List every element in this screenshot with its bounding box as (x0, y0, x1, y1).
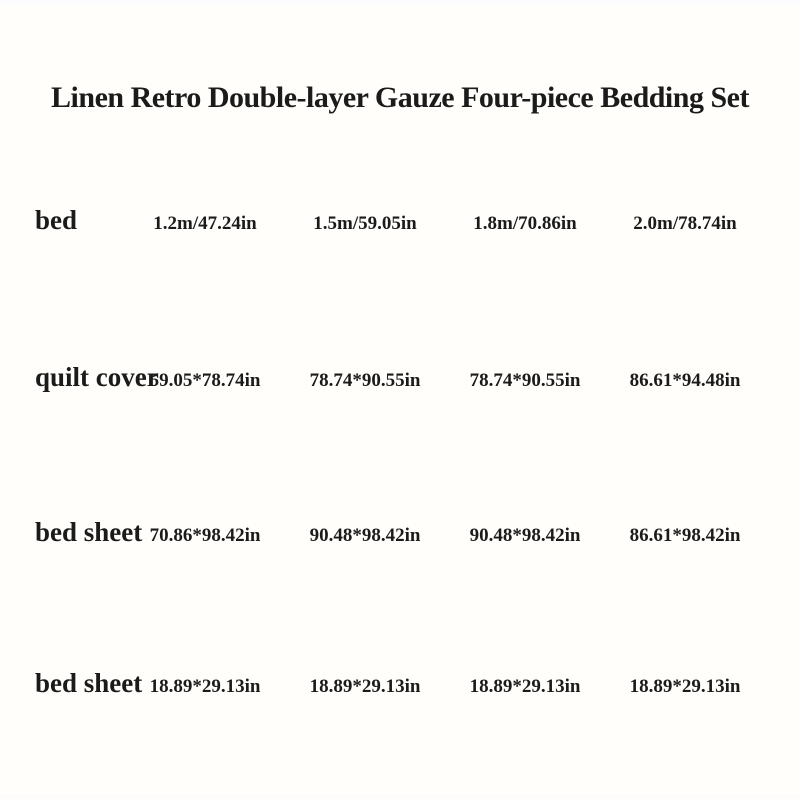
top-edge-strip (0, 0, 800, 5)
size-value: 1.8m/70.86in (473, 213, 577, 234)
table-row (35, 364, 765, 391)
row-label: quilt cover (35, 362, 159, 392)
size-value: 59.05*78.74in (149, 370, 261, 391)
size-value: 18.89*29.13in (149, 676, 261, 697)
row-label: bed (35, 205, 78, 235)
size-value: 2.0m/78.74in (633, 213, 737, 234)
size-value: 1.2m/47.24in (153, 213, 257, 234)
size-value: 78.74*90.55in (469, 370, 581, 391)
size-value: 90.48*98.42in (469, 525, 581, 546)
table-row (35, 207, 765, 234)
size-value: 86.61*98.42in (629, 525, 741, 546)
size-value: 1.5m/59.05in (313, 213, 417, 234)
size-value: 18.89*29.13in (469, 676, 581, 697)
table-row (35, 670, 765, 697)
bottom-edge-strip (0, 794, 800, 800)
size-value: 18.89*29.13in (629, 676, 741, 697)
size-value: 18.89*29.13in (309, 676, 421, 697)
page-title: Linen Retro Double-layer Gauze Four-piece Bedding Set (51, 81, 749, 115)
table-row (35, 519, 765, 546)
row-label: bed sheet (35, 517, 143, 547)
size-value: 86.61*94.48in (629, 370, 741, 391)
size-value: 78.74*90.55in (309, 370, 421, 391)
size-value: 90.48*98.42in (309, 525, 421, 546)
size-value: 70.86*98.42in (149, 525, 261, 546)
row-label: bed sheet (35, 668, 143, 698)
